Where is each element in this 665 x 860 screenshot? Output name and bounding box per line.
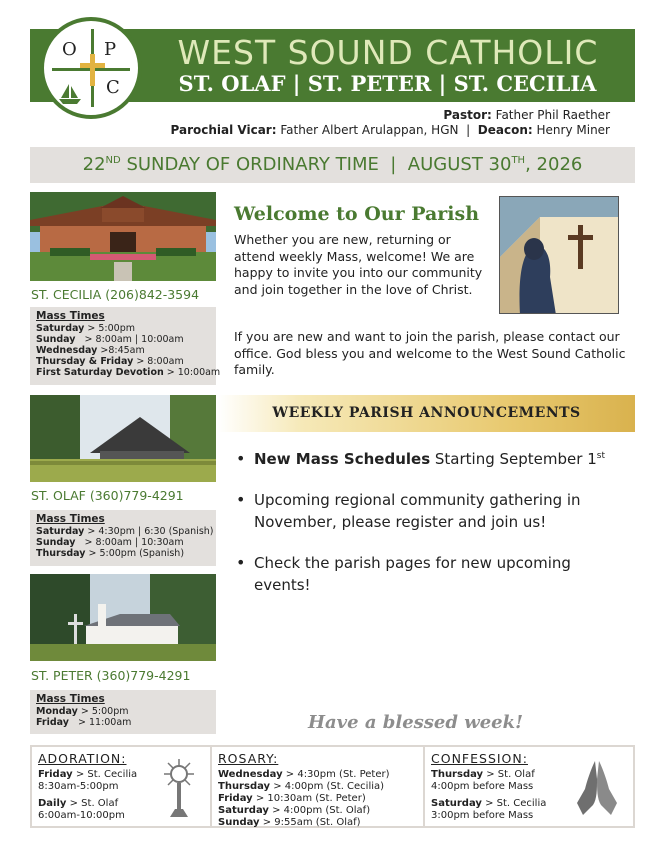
devotions-footer [30, 745, 635, 828]
mass-times-heading: Mass Times [36, 693, 105, 705]
mass-day: Thursday [36, 548, 86, 559]
list-item [234, 552, 629, 596]
date-text: SUNDAY OF ORDINARY TIME | AUGUST 30 [120, 154, 512, 175]
announcement-text: Starting September 1 [430, 450, 597, 468]
welcome-paragraph-1: Whether you are new, returning or attend weekly Mass, welcome! We are happy to invite you into our community and join together in the love of Christ. [234, 232, 483, 297]
devotion-day: Sunday [218, 817, 260, 828]
mass-time: > 4:30pm | 6:30 (Spanish) [84, 526, 214, 537]
deacon-name: Henry Miner [532, 123, 610, 137]
logo-letter-o: O [62, 39, 77, 60]
st-olaf-photo [30, 395, 216, 482]
announcement-bold: New Mass Schedules [254, 450, 431, 468]
mass-time-row [36, 334, 210, 345]
mass-time-row [36, 356, 210, 367]
mass-time-row [36, 367, 221, 378]
devotion-detail: > 4:30pm (St. Peter) [282, 769, 390, 780]
devotion-detail: > 4:00pm (St. Cecilia) [270, 781, 385, 792]
mass-time-row [36, 323, 210, 334]
st-peter-name: ST. PETER (360)779-4291 [31, 668, 191, 683]
logo-cross-bar [80, 63, 105, 68]
st-olaf-mass-times [30, 510, 216, 566]
devotion-day: Daily [38, 798, 67, 809]
mass-time-row [36, 706, 210, 717]
list-item [234, 489, 629, 533]
st-cecilia-mass-times [30, 307, 221, 385]
list-item [218, 769, 417, 781]
pastor-name: Father Phil Raether [491, 108, 610, 122]
devotion-detail: > St. Olaf [66, 798, 119, 809]
mass-times-heading: Mass Times [36, 310, 105, 322]
devotion-detail: 8:30am-5:00pm [38, 781, 119, 792]
mass-time-row [36, 537, 210, 548]
devotion-day: Wednesday [218, 769, 283, 780]
logo-letter-c: C [106, 77, 120, 98]
devotion-detail: > 9:55am (St. Olaf) [259, 817, 361, 828]
mass-times-heading: Mass Times [36, 513, 105, 525]
list-item [218, 817, 417, 829]
devotion-day: Saturday [431, 798, 482, 809]
praying-hands-icon [573, 759, 621, 817]
mass-time: > 5:00pm (Spanish) [85, 548, 185, 559]
mass-time: > 11:00am [68, 717, 132, 728]
st-peter-mass-times [30, 690, 216, 734]
mass-time-row [36, 717, 210, 728]
confession-heading: CONFESSION: [431, 751, 528, 766]
adoration-box [32, 747, 210, 826]
mass-time: >8:45am [97, 345, 145, 356]
rosary-box [210, 747, 423, 826]
mass-time: > 10:00am [163, 367, 221, 378]
announcement-text: Upcoming regional community gathering in November, please register and join us! [254, 491, 581, 531]
welcome-paragraph-2: If you are new and want to join the parish, please contact our office. God bless you and welcome to the West Sound Catholic family. [234, 329, 626, 377]
logo-letter-p: P [104, 39, 117, 60]
vicar-deacon-line [171, 123, 611, 137]
mass-day: Saturday [36, 323, 85, 334]
mass-time: > 8:00am | 10:00am [75, 334, 184, 345]
mass-day: First Saturday Devotion [36, 367, 164, 378]
devotion-day: Thursday [218, 781, 271, 792]
announcements-heading: WEEKLY PARISH ANNOUNCEMENTS [218, 395, 635, 432]
devotion-detail: > 4:00pm (St. Olaf) [268, 805, 371, 816]
st-cecilia-name: ST. CECILIA (206)842-3594 [31, 287, 200, 302]
closing-message: Have a blessed week! [308, 712, 523, 733]
mass-time: > 8:00am [133, 356, 184, 367]
list-item [218, 805, 417, 817]
pastor-line [443, 108, 610, 122]
page-subtitle: ST. OLAF | ST. PETER | ST. CECILIA [178, 71, 597, 96]
list-item [234, 448, 629, 470]
devotion-day: Thursday [431, 769, 484, 780]
list-item [218, 781, 417, 793]
devotion-day: Saturday [218, 805, 269, 816]
mass-day: Sunday [36, 334, 76, 345]
mass-day: Sunday [36, 537, 76, 548]
rosary-heading: ROSARY: [218, 751, 279, 766]
parish-logo [40, 17, 142, 119]
announcements-list [234, 448, 629, 615]
prayer-illustration [499, 196, 619, 314]
devotion-detail: 4:00pm before Mass [431, 781, 534, 792]
devotion-detail: > St. Olaf [483, 769, 535, 780]
mass-day: Thursday & Friday [36, 356, 134, 367]
st-olaf-name: ST. OLAF (360)779-4291 [31, 488, 184, 503]
date-sunday-number: 22 [82, 154, 106, 175]
confession-box [423, 747, 633, 826]
mass-day: Saturday [36, 526, 85, 537]
vicar-name: Father Albert Arulappan, HGN [276, 123, 459, 137]
announcement-suffix: st [596, 451, 605, 461]
logo-cross-icon [90, 54, 95, 86]
sailboat-icon [58, 83, 82, 105]
deacon-label: Deacon: [477, 123, 533, 137]
devotion-detail: > St. Cecilia [72, 769, 138, 780]
vicar-label: Parochial Vicar: [170, 123, 277, 137]
devotion-detail: 3:00pm before Mass [431, 810, 534, 821]
mass-time: > 8:00am | 10:30am [75, 537, 184, 548]
mass-time-row [36, 548, 210, 559]
monstrance-icon [162, 757, 196, 819]
devotion-day: Friday [38, 769, 73, 780]
mass-day: Monday [36, 706, 78, 717]
pastor-label: Pastor: [443, 108, 492, 122]
page-title: WEST SOUND CATHOLIC [177, 33, 599, 72]
st-cecilia-photo [30, 192, 216, 281]
mass-day: Friday [36, 717, 69, 728]
list-item [218, 793, 417, 805]
mass-time: > 5:00pm [77, 706, 129, 717]
adoration-heading: ADORATION: [38, 751, 127, 766]
welcome-heading: Welcome to Our Parish [234, 203, 480, 225]
date-sunday-suffix: ND [105, 155, 121, 166]
devotion-detail: > St. Cecilia [481, 798, 547, 809]
devotion-day: Friday [218, 793, 253, 804]
clergy-separator: | [458, 123, 478, 137]
mass-time-row [36, 345, 210, 356]
mass-day: Wednesday [36, 345, 98, 356]
date-year: , 2026 [525, 154, 583, 175]
mass-time-row [36, 526, 214, 537]
announcement-text: Check the parish pages for new upcoming events! [254, 554, 571, 594]
devotion-detail: 6:00am-10:00pm [38, 810, 125, 821]
mass-time: > 5:00pm [84, 323, 135, 334]
devotion-detail: > 10:30am (St. Peter) [252, 793, 366, 804]
date-day-suffix: TH [511, 155, 526, 166]
st-peter-photo [30, 574, 216, 661]
date-banner [30, 147, 635, 183]
